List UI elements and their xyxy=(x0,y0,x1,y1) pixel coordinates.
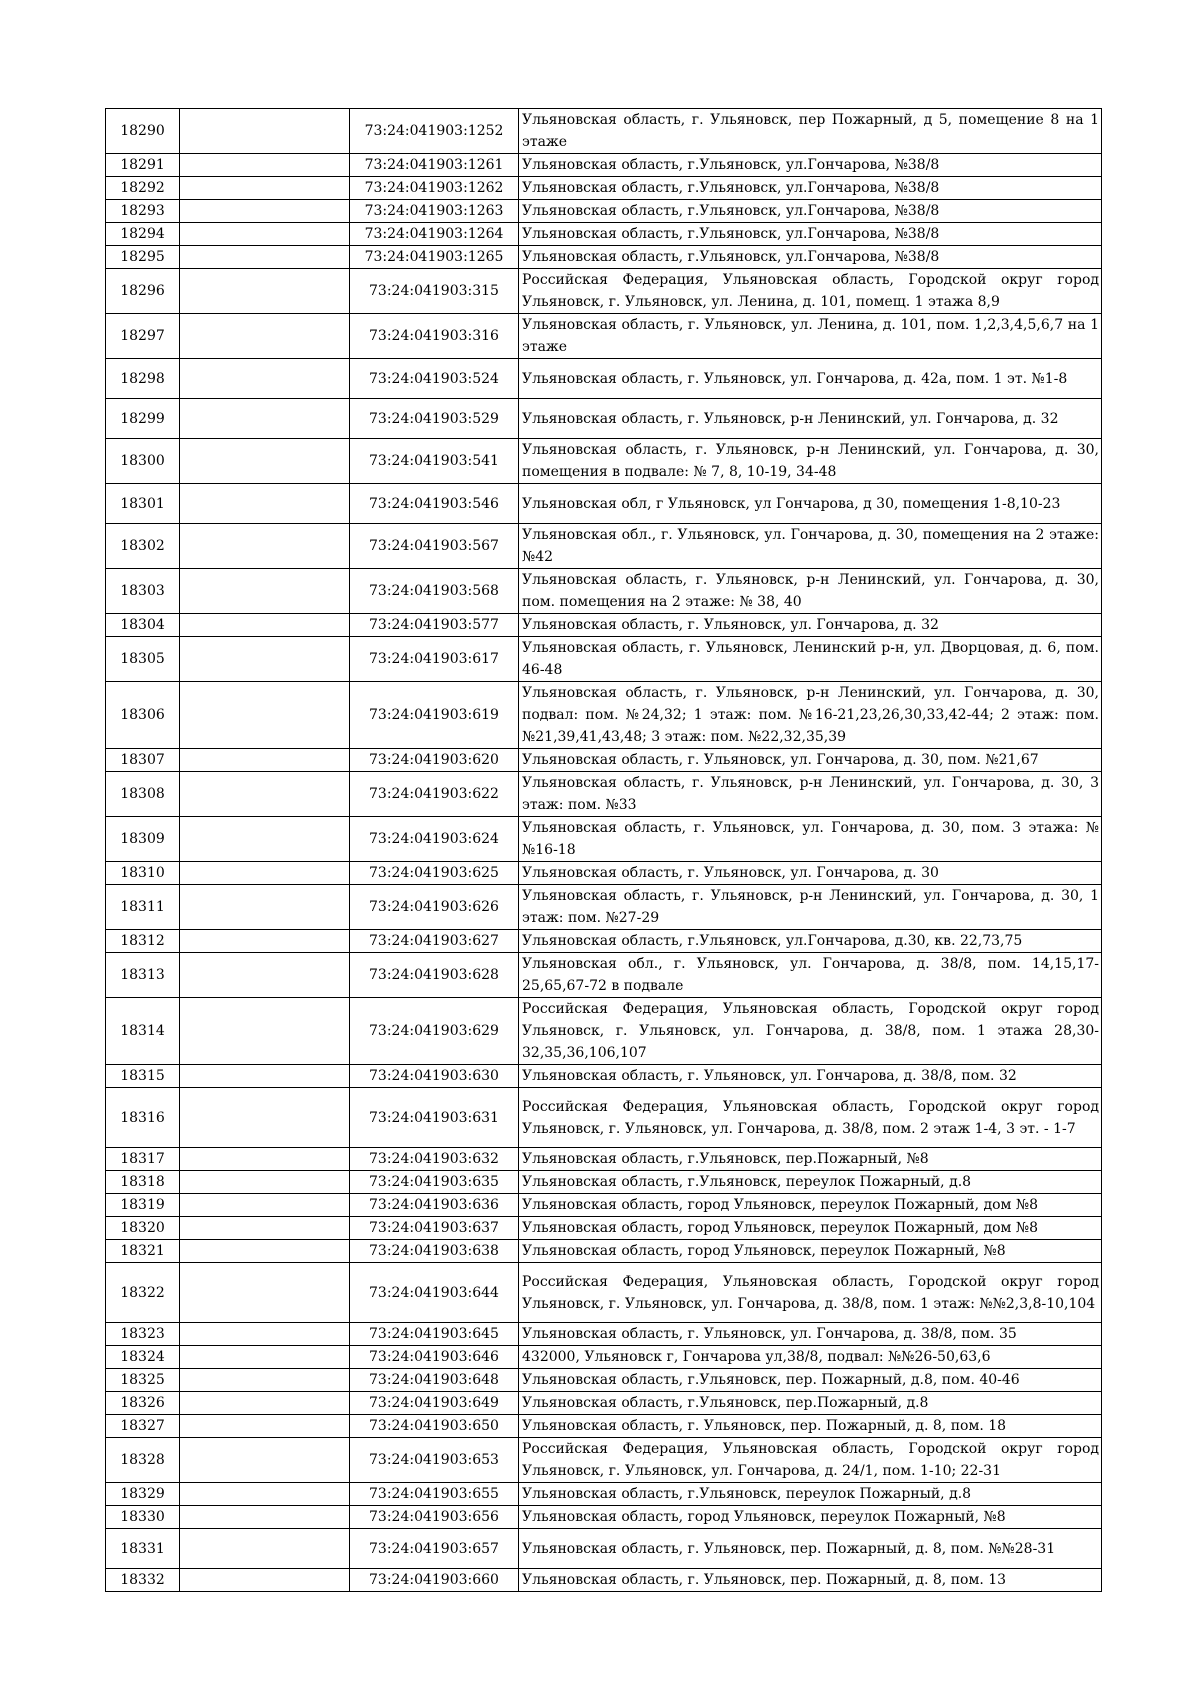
empty-cell xyxy=(180,524,350,569)
cadastral-number: 73:24:041903:650 xyxy=(350,1415,519,1438)
row-number: 18304 xyxy=(106,614,180,637)
table-row xyxy=(106,484,1102,524)
table-row xyxy=(106,1217,1102,1240)
empty-cell xyxy=(180,1088,350,1148)
empty-cell xyxy=(180,200,350,223)
empty-cell xyxy=(180,862,350,885)
row-number: 18306 xyxy=(106,682,180,749)
empty-cell xyxy=(180,1392,350,1415)
cadastral-number: 73:24:041903:656 xyxy=(350,1506,519,1529)
address: Ульяновская область, город Ульяновск, переулок Пожарный, №8 xyxy=(519,1240,1102,1263)
address: Ульяновская область, город Ульяновск, переулок Пожарный, дом №8 xyxy=(519,1217,1102,1240)
empty-cell xyxy=(180,749,350,772)
row-number: 18320 xyxy=(106,1217,180,1240)
address: Ульяновская область, г. Ульяновск, р-н Ленинский, ул. Гончарова, д. 30, подвал: пом. №24,32; 1 этаж: пом. №16-21,23,26,30,33,42-44; 2 этаж: пом. №21,39,41,43,48; 3 этаж: пом. №22,32,35,39 xyxy=(519,682,1102,749)
empty-cell xyxy=(180,359,350,399)
table-row xyxy=(106,953,1102,998)
table-row xyxy=(106,1415,1102,1438)
table-row xyxy=(106,1369,1102,1392)
row-number: 18298 xyxy=(106,359,180,399)
address: Российская Федерация, Ульяновская область, Городской округ город Ульяновск, г. Ульяновск, ул. Гончарова, д. 38/8, пом. 1 этажа 28,30-32,35,36,106,107 xyxy=(519,998,1102,1065)
empty-cell xyxy=(180,953,350,998)
cadastral-number: 73:24:041903:1264 xyxy=(350,223,519,246)
cadastral-number: 73:24:041903:1263 xyxy=(350,200,519,223)
table-row xyxy=(106,817,1102,862)
row-number: 18312 xyxy=(106,930,180,953)
address: Ульяновская область, г.Ульяновск, ул.Гончарова, №38/8 xyxy=(519,154,1102,177)
empty-cell xyxy=(180,1171,350,1194)
row-number: 18307 xyxy=(106,749,180,772)
address: Ульяновская область, г. Ульяновск, пер. Пожарный, д. 8, пом. 13 xyxy=(519,1569,1102,1592)
cadastral-number: 73:24:041903:567 xyxy=(350,524,519,569)
address: Ульяновская область, г. Ульяновск, ул. Гончарова, д. 38/8, пом. 35 xyxy=(519,1323,1102,1346)
cadastral-number: 73:24:041903:568 xyxy=(350,569,519,614)
address: Российская Федерация, Ульяновская область, Городской округ город Ульяновск, г. Ульяновск, ул. Гончарова, д. 38/8, пом. 2 этаж 1-4, 3 эт. - 1-7 xyxy=(519,1088,1102,1148)
row-number: 18316 xyxy=(106,1088,180,1148)
cadastral-number: 73:24:041903:636 xyxy=(350,1194,519,1217)
table-row xyxy=(106,1065,1102,1088)
address: Ульяновская область, г.Ульяновск, переулок Пожарный, д.8 xyxy=(519,1171,1102,1194)
cadastral-number: 73:24:041903:626 xyxy=(350,885,519,930)
table-row xyxy=(106,314,1102,359)
row-number: 18317 xyxy=(106,1148,180,1171)
table-row xyxy=(106,862,1102,885)
cadastral-number: 73:24:041903:638 xyxy=(350,1240,519,1263)
row-number: 18315 xyxy=(106,1065,180,1088)
table-row xyxy=(106,637,1102,682)
table-row xyxy=(106,1171,1102,1194)
table-row xyxy=(106,109,1102,154)
empty-cell xyxy=(180,998,350,1065)
empty-cell xyxy=(180,223,350,246)
address: Ульяновская область, г.Ульяновск, ул.Гончарова, №38/8 xyxy=(519,200,1102,223)
address: Ульяновская обл., г. Ульяновск, ул. Гончарова, д. 30, помещения на 2 этаже: №42 xyxy=(519,524,1102,569)
table-row xyxy=(106,1392,1102,1415)
empty-cell xyxy=(180,1529,350,1569)
empty-cell xyxy=(180,1263,350,1323)
row-number: 18308 xyxy=(106,772,180,817)
address: Ульяновская область, г.Ульяновск, пер. Пожарный, д.8, пом. 40-46 xyxy=(519,1369,1102,1392)
address: Ульяновская область, г.Ульяновск, ул.Гончарова, №38/8 xyxy=(519,223,1102,246)
table-row xyxy=(106,1263,1102,1323)
address: Ульяновская область, г. Ульяновск, р-н Ленинский, ул. Гончарова, д. 30, 1 этаж: пом. №27-29 xyxy=(519,885,1102,930)
address: Ульяновская область, г. Ульяновск, р-н Ленинский, ул. Гончарова, д. 30, пом. помещения на 2 этаже: № 38, 40 xyxy=(519,569,1102,614)
row-number: 18329 xyxy=(106,1483,180,1506)
cadastral-number: 73:24:041903:631 xyxy=(350,1088,519,1148)
address: Ульяновская область, г. Ульяновск, Ленинский р-н, ул. Дворцовая, д. 6, пом. 46-48 xyxy=(519,637,1102,682)
row-number: 18327 xyxy=(106,1415,180,1438)
table-row xyxy=(106,177,1102,200)
cadastral-number: 73:24:041903:660 xyxy=(350,1569,519,1592)
row-number: 18325 xyxy=(106,1369,180,1392)
cadastral-number: 73:24:041903:653 xyxy=(350,1438,519,1483)
address: Ульяновская область, г.Ульяновск, ул.Гончарова, №38/8 xyxy=(519,177,1102,200)
cadastral-number: 73:24:041903:630 xyxy=(350,1065,519,1088)
cadastral-number: 73:24:041903:625 xyxy=(350,862,519,885)
table-row xyxy=(106,154,1102,177)
address: 432000, Ульяновск г, Гончарова ул,38/8, подвал: №№26-50,63,6 xyxy=(519,1346,1102,1369)
address: Ульяновская область, г. Ульяновск, р-н Ленинский, ул. Гончарова, д. 32 xyxy=(519,399,1102,439)
address: Ульяновская область, г.Ульяновск, ул.Гончарова, д.30, кв. 22,73,75 xyxy=(519,930,1102,953)
cadastral-number: 73:24:041903:524 xyxy=(350,359,519,399)
cadastral-number: 73:24:041903:646 xyxy=(350,1346,519,1369)
table-row xyxy=(106,1529,1102,1569)
cadastral-number: 73:24:041903:577 xyxy=(350,614,519,637)
cadastral-number: 73:24:041903:627 xyxy=(350,930,519,953)
address: Ульяновская область, г. Ульяновск, пер Пожарный, д 5, помещение 8 на 1 этаже xyxy=(519,109,1102,154)
address: Ульяновская область, г.Ульяновск, ул.Гончарова, №38/8 xyxy=(519,246,1102,269)
row-number: 18321 xyxy=(106,1240,180,1263)
empty-cell xyxy=(180,314,350,359)
empty-cell xyxy=(180,1438,350,1483)
cadastral-number: 73:24:041903:617 xyxy=(350,637,519,682)
table-row xyxy=(106,269,1102,314)
empty-cell xyxy=(180,177,350,200)
cadastral-number: 73:24:041903:541 xyxy=(350,439,519,484)
row-number: 18330 xyxy=(106,1506,180,1529)
address: Ульяновская обл., г. Ульяновск, ул. Гончарова, д. 38/8, пом. 14,15,17-25,65,67-72 в подвале xyxy=(519,953,1102,998)
empty-cell xyxy=(180,817,350,862)
address: Ульяновская область, г.Ульяновск, пер.Пожарный, д.8 xyxy=(519,1392,1102,1415)
table-row xyxy=(106,1506,1102,1529)
cadastral-number: 73:24:041903:645 xyxy=(350,1323,519,1346)
table-row xyxy=(106,1569,1102,1592)
row-number: 18323 xyxy=(106,1323,180,1346)
row-number: 18328 xyxy=(106,1438,180,1483)
empty-cell xyxy=(180,269,350,314)
row-number: 18331 xyxy=(106,1529,180,1569)
row-number: 18319 xyxy=(106,1194,180,1217)
table-row xyxy=(106,1323,1102,1346)
empty-cell xyxy=(180,399,350,439)
empty-cell xyxy=(180,439,350,484)
cadastral-number: 73:24:041903:644 xyxy=(350,1263,519,1323)
table-row xyxy=(106,998,1102,1065)
empty-cell xyxy=(180,614,350,637)
empty-cell xyxy=(180,1323,350,1346)
address: Ульяновская область, г. Ульяновск, ул. Гончарова, д. 32 xyxy=(519,614,1102,637)
row-number: 18296 xyxy=(106,269,180,314)
table-row xyxy=(106,1346,1102,1369)
cadastral-number: 73:24:041903:316 xyxy=(350,314,519,359)
empty-cell xyxy=(180,637,350,682)
row-number: 18301 xyxy=(106,484,180,524)
address: Российская Федерация, Ульяновская область, Городской округ город Ульяновск, г. Ульяновск, ул. Гончарова, д. 24/1, пом. 1-10; 22-31 xyxy=(519,1438,1102,1483)
empty-cell xyxy=(180,1217,350,1240)
cadastral-number: 73:24:041903:620 xyxy=(350,749,519,772)
row-number: 18292 xyxy=(106,177,180,200)
address: Ульяновская область, г. Ульяновск, пер. Пожарный, д. 8, пом. №№28-31 xyxy=(519,1529,1102,1569)
row-number: 18318 xyxy=(106,1171,180,1194)
address: Ульяновская область, г. Ульяновск, ул. Гончарова, д. 42а, пом. 1 эт. №1-8 xyxy=(519,359,1102,399)
empty-cell xyxy=(180,1065,350,1088)
row-number: 18297 xyxy=(106,314,180,359)
address: Ульяновская обл, г Ульяновск, ул Гончарова, д 30, помещения 1-8,10-23 xyxy=(519,484,1102,524)
empty-cell xyxy=(180,1483,350,1506)
empty-cell xyxy=(180,1569,350,1592)
empty-cell xyxy=(180,1240,350,1263)
cadastral-number: 73:24:041903:1261 xyxy=(350,154,519,177)
empty-cell xyxy=(180,1148,350,1171)
table-row xyxy=(106,1148,1102,1171)
row-number: 18310 xyxy=(106,862,180,885)
table-row xyxy=(106,200,1102,223)
empty-cell xyxy=(180,1346,350,1369)
table-row xyxy=(106,359,1102,399)
empty-cell xyxy=(180,154,350,177)
address: Ульяновская область, г. Ульяновск, р-н Ленинский, ул. Гончарова, д. 30, 3 этаж: пом. №33 xyxy=(519,772,1102,817)
cadastral-number: 73:24:041903:637 xyxy=(350,1217,519,1240)
row-number: 18314 xyxy=(106,998,180,1065)
empty-cell xyxy=(180,885,350,930)
row-number: 18299 xyxy=(106,399,180,439)
cadastral-number: 73:24:041903:1252 xyxy=(350,109,519,154)
address: Ульяновская область, г.Ульяновск, пер.Пожарный, №8 xyxy=(519,1148,1102,1171)
row-number: 18326 xyxy=(106,1392,180,1415)
table-row xyxy=(106,885,1102,930)
empty-cell xyxy=(180,682,350,749)
address: Российская Федерация, Ульяновская область, Городской округ город Ульяновск, г. Ульяновск, ул. Ленина, д. 101, помещ. 1 этажа 8,9 xyxy=(519,269,1102,314)
cadastral-number: 73:24:041903:632 xyxy=(350,1148,519,1171)
cadastral-number: 73:24:041903:546 xyxy=(350,484,519,524)
address: Ульяновская область, г. Ульяновск, ул. Гончарова, д. 38/8, пом. 32 xyxy=(519,1065,1102,1088)
table-row xyxy=(106,1088,1102,1148)
address: Ульяновская область, г. Ульяновск, ул. Гончарова, д. 30 xyxy=(519,862,1102,885)
table-row xyxy=(106,1240,1102,1263)
row-number: 18293 xyxy=(106,200,180,223)
address: Ульяновская область, г. Ульяновск, пер. Пожарный, д. 8, пом. 18 xyxy=(519,1415,1102,1438)
empty-cell xyxy=(180,1506,350,1529)
address: Российская Федерация, Ульяновская область, Городской округ город Ульяновск, г. Ульяновск, ул. Гончарова, д. 38/8, пом. 1 этаж: №№2,3,8-10,104 xyxy=(519,1263,1102,1323)
empty-cell xyxy=(180,246,350,269)
cadastral-number: 73:24:041903:624 xyxy=(350,817,519,862)
cadastral-number: 73:24:041903:657 xyxy=(350,1529,519,1569)
cadastral-number: 73:24:041903:315 xyxy=(350,269,519,314)
table-row xyxy=(106,439,1102,484)
empty-cell xyxy=(180,569,350,614)
row-number: 18291 xyxy=(106,154,180,177)
table-row xyxy=(106,246,1102,269)
row-number: 18305 xyxy=(106,637,180,682)
row-number: 18303 xyxy=(106,569,180,614)
cadastral-number: 73:24:041903:635 xyxy=(350,1171,519,1194)
row-number: 18294 xyxy=(106,223,180,246)
row-number: 18332 xyxy=(106,1569,180,1592)
table-row xyxy=(106,614,1102,637)
cadastral-number: 73:24:041903:1265 xyxy=(350,246,519,269)
row-number: 18311 xyxy=(106,885,180,930)
address: Ульяновская область, г. Ульяновск, ул. Гончарова, д. 30, пом. 3 этажа: №№16-18 xyxy=(519,817,1102,862)
empty-cell xyxy=(180,1369,350,1392)
table-row xyxy=(106,749,1102,772)
table-row xyxy=(106,399,1102,439)
empty-cell xyxy=(180,109,350,154)
cadastral-number: 73:24:041903:622 xyxy=(350,772,519,817)
address: Ульяновская область, г. Ульяновск, р-н Ленинский, ул. Гончарова, д. 30, помещения в подвале: № 7, 8, 10-19, 34-48 xyxy=(519,439,1102,484)
row-number: 18295 xyxy=(106,246,180,269)
address: Ульяновская область, г. Ульяновск, ул. Ленина, д. 101, пом. 1,2,3,4,5,6,7 на 1 этаже xyxy=(519,314,1102,359)
cadastral-number: 73:24:041903:529 xyxy=(350,399,519,439)
table-row xyxy=(106,1483,1102,1506)
address: Ульяновская область, город Ульяновск, переулок Пожарный, дом №8 xyxy=(519,1194,1102,1217)
table-row xyxy=(106,569,1102,614)
cadastral-number: 73:24:041903:648 xyxy=(350,1369,519,1392)
row-number: 18290 xyxy=(106,109,180,154)
address: Ульяновская область, город Ульяновск, переулок Пожарный, №8 xyxy=(519,1506,1102,1529)
table-row xyxy=(106,930,1102,953)
table-row xyxy=(106,1194,1102,1217)
table-row xyxy=(106,1438,1102,1483)
cadastral-number: 73:24:041903:628 xyxy=(350,953,519,998)
address: Ульяновская область, г.Ульяновск, переулок Пожарный, д.8 xyxy=(519,1483,1102,1506)
table-row xyxy=(106,524,1102,569)
cadastral-number: 73:24:041903:649 xyxy=(350,1392,519,1415)
row-number: 18322 xyxy=(106,1263,180,1323)
empty-cell xyxy=(180,772,350,817)
table-row xyxy=(106,682,1102,749)
registry-table xyxy=(105,108,1102,1592)
cadastral-number: 73:24:041903:619 xyxy=(350,682,519,749)
registry-table-body xyxy=(106,109,1102,1592)
address: Ульяновская область, г. Ульяновск, ул. Гончарова, д. 30, пом. №21,67 xyxy=(519,749,1102,772)
cadastral-number: 73:24:041903:1262 xyxy=(350,177,519,200)
cadastral-number: 73:24:041903:629 xyxy=(350,998,519,1065)
row-number: 18324 xyxy=(106,1346,180,1369)
empty-cell xyxy=(180,1194,350,1217)
table-row xyxy=(106,223,1102,246)
empty-cell xyxy=(180,484,350,524)
row-number: 18300 xyxy=(106,439,180,484)
cadastral-number: 73:24:041903:655 xyxy=(350,1483,519,1506)
empty-cell xyxy=(180,1415,350,1438)
row-number: 18313 xyxy=(106,953,180,998)
table-row xyxy=(106,772,1102,817)
row-number: 18302 xyxy=(106,524,180,569)
row-number: 18309 xyxy=(106,817,180,862)
empty-cell xyxy=(180,930,350,953)
